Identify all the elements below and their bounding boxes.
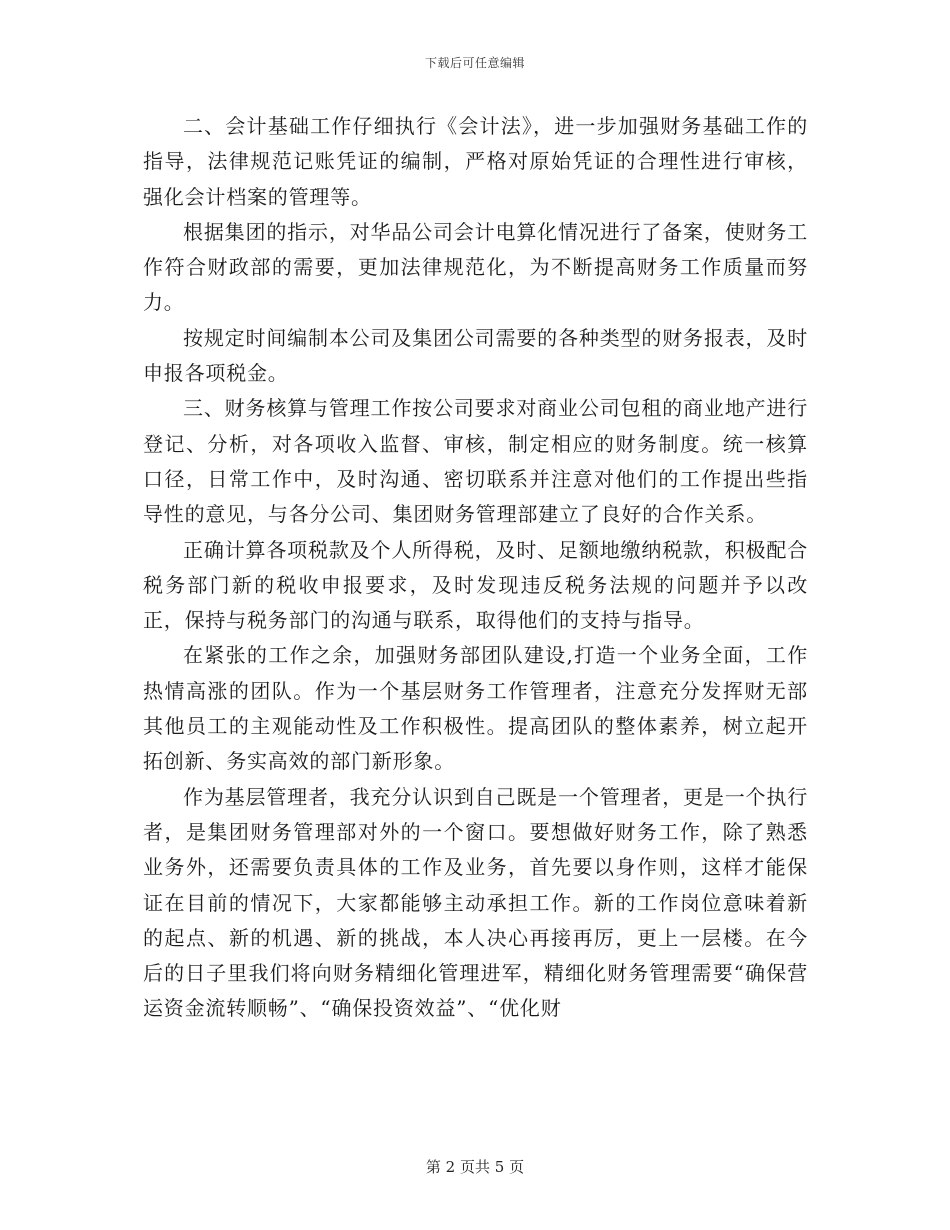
- paragraph-3: 按规定时间编制本公司及集团公司需要的各种类型的财务报表，及时申报各项税金。: [143, 325, 808, 386]
- paragraph-5: 正确计算各项税款及个人所得税，及时、足额地缴纳税款，积极配合税务部门新的税收申报要求，及时发现违反税务法规的问题并予以改正，保持与税务部门的沟通与联系，取得他们的支持与指导。: [143, 537, 808, 633]
- page-header: 下载后可任意编辑: [424, 56, 525, 70]
- paragraph-1: 二、会计基础工作仔细执行《会计法》，进一步加强财务基础工作的指导，法律规范记账凭证的编制，严格对原始凭证的合理性进行审核，强化会计档案的管理等。: [143, 114, 808, 209]
- page-number-footer: 第 2 页共 5 页: [425, 1158, 525, 1176]
- paragraph-2: 根据集团的指示，对华品公司会计电算化情况进行了备案，使财务工作符合财政部的需要，更加法律规范化，为不断提高财务工作质量而努力。: [143, 219, 808, 315]
- paragraph-4: 三、财务核算与管理工作按公司要求对商业公司包租的商业地产进行登记、分析，对各项收入监督、审核，制定相应的财务制度。统一核算口径，日常工作中，及时沟通、密切联系并注意对他们的工作提出些指导性的意见，与各分公司、集团财务管理部建立了良好的合作关系。: [143, 396, 808, 527]
- paragraph-6: 在紧张的工作之余，加强财务部团队建设,打造一个业务全面，工作热情高涨的团队。作为一个基层财务工作管理者，注意充分发挥财无部其他员工的主观能动性及工作积极性。提高团队的整体素养，树立起开拓创新、务实高效的部门新形象。: [143, 643, 808, 774]
- document-body: [143, 109, 808, 1027]
- paragraph-7: 作为基层管理者，我充分认识到自己既是一个管理者，更是一个执行者，是集团财务管理部对外的一个窗口。要想做好财务工作，除了熟悉业务外，还需要负责具体的工作及业务，首先要以身作则，这样才能保证在目前的情况下，大家都能够主动承担工作。新的工作岗位意味着新的起点、新的机遇、新的挑战，本人决心再接再厉，更上一层楼。在今后的日子里我们将向财务精细化管理进军，精细化财务管理需要“确保营运资金流转顺畅”、“确保投资效益”、“优化财: [143, 784, 808, 1021]
